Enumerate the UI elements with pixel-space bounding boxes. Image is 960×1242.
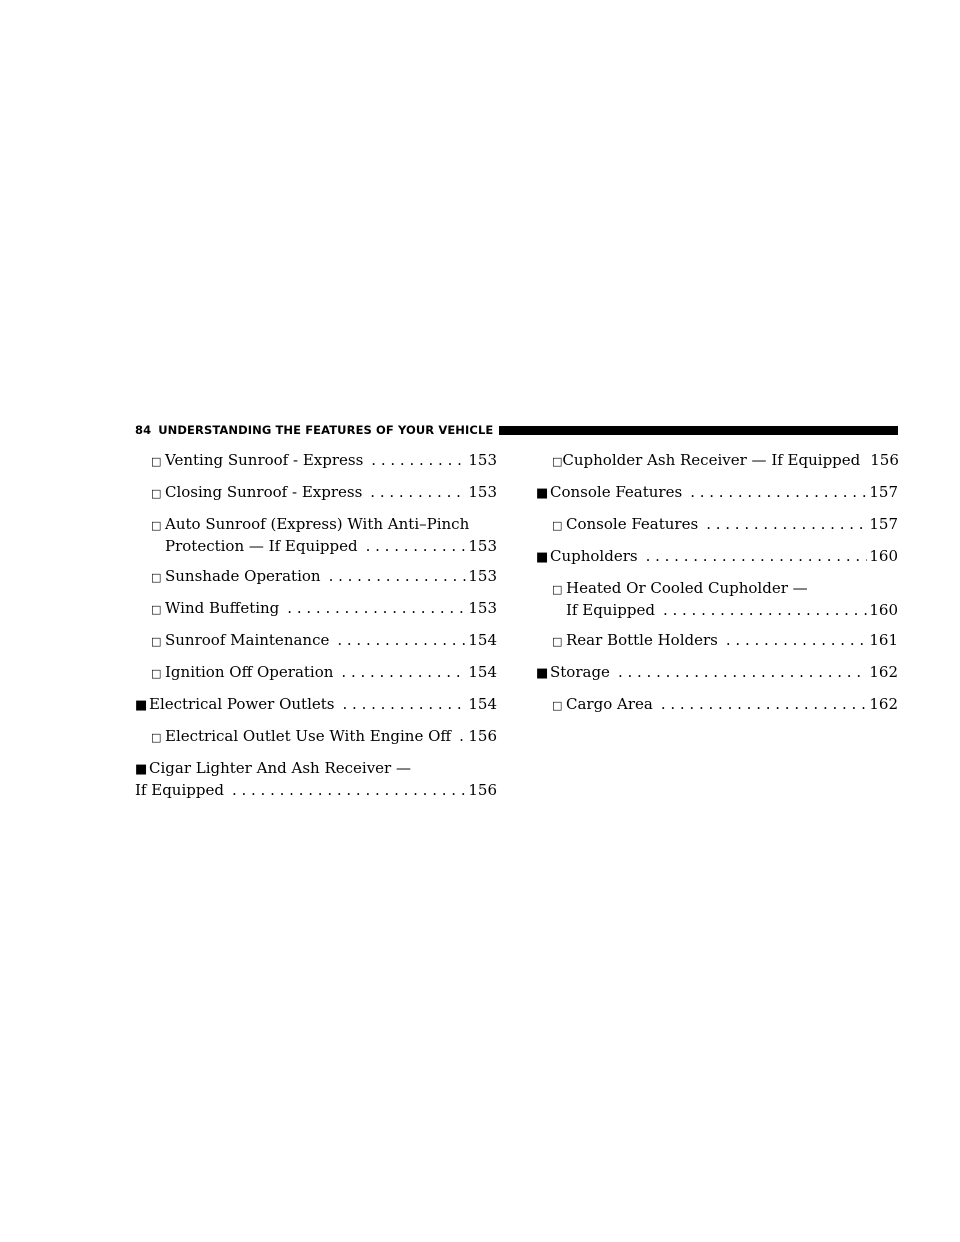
sub-bullet-icon: □ bbox=[151, 571, 162, 584]
toc-page-number: 156 bbox=[468, 727, 497, 745]
toc-item-label-cont: If Equipped bbox=[135, 781, 224, 799]
toc-page-number: 153 bbox=[468, 599, 497, 617]
sub-bullet-icon: □ bbox=[151, 731, 162, 744]
toc-page-number: 153 bbox=[468, 567, 497, 585]
toc-item-label: Cigar Lighter And Ash Receiver — bbox=[149, 759, 411, 777]
sub-bullet-icon: □ bbox=[151, 455, 162, 468]
sub-bullet-icon: □ bbox=[151, 519, 162, 532]
toc-item-heated-cooled-cupholder[interactable] bbox=[536, 578, 898, 620]
toc-item-ignition-off-operation[interactable] bbox=[135, 662, 497, 684]
toc-page-number: 156 bbox=[468, 781, 497, 799]
toc-item-label: Ignition Off Operation bbox=[165, 663, 334, 681]
toc-item-label-cont: Protection — If Equipped bbox=[165, 537, 358, 555]
toc-item-cigar-lighter[interactable] bbox=[135, 758, 497, 800]
sub-bullet-icon: □ bbox=[151, 635, 162, 648]
dot-leader bbox=[321, 566, 467, 586]
sub-bullet-icon: □ bbox=[552, 583, 563, 596]
toc-item-auto-sunroof[interactable] bbox=[135, 514, 497, 556]
toc-page-number: 160 bbox=[869, 601, 898, 619]
sub-bullet-icon: □ bbox=[151, 603, 162, 616]
toc-item-label: Console Features bbox=[566, 515, 699, 533]
toc-item-label: Electrical Outlet Use With Engine Off bbox=[165, 727, 452, 745]
main-bullet-icon: ■ bbox=[135, 698, 148, 713]
dot-leader bbox=[333, 662, 466, 682]
toc-item-label: Heated Or Cooled Cupholder — bbox=[566, 579, 808, 597]
toc-item-closing-sunroof[interactable] bbox=[135, 482, 497, 504]
dot-leader bbox=[335, 694, 467, 714]
toc-page-number: 153 bbox=[468, 451, 497, 469]
toc-item-cupholder-ash-receiver[interactable] bbox=[536, 450, 898, 472]
dot-leader bbox=[610, 662, 867, 682]
toc-item-label: Closing Sunroof - Express bbox=[165, 483, 363, 501]
main-bullet-icon: ■ bbox=[536, 550, 549, 565]
dot-leader bbox=[279, 598, 466, 618]
toc-item-label: Sunroof Maintenance bbox=[165, 631, 330, 649]
toc-page-number: 157 bbox=[869, 483, 898, 501]
toc-item-label: Cupholders bbox=[550, 547, 638, 565]
toc-item-cargo-area[interactable] bbox=[536, 694, 898, 716]
dot-leader bbox=[718, 630, 867, 650]
sub-bullet-icon: □ bbox=[552, 455, 563, 468]
dot-leader bbox=[682, 482, 867, 502]
dot-leader bbox=[638, 546, 868, 566]
dot-leader bbox=[329, 630, 466, 650]
toc-item-wind-buffeting[interactable] bbox=[135, 598, 497, 620]
page-header bbox=[135, 420, 898, 440]
dot-leader bbox=[358, 536, 467, 556]
dot-leader bbox=[698, 514, 867, 534]
toc-page-number: 154 bbox=[468, 631, 497, 649]
dot-leader bbox=[653, 694, 868, 714]
toc-page-number: 156 bbox=[870, 451, 899, 469]
toc-page-number: 160 bbox=[869, 547, 898, 565]
toc-right-column bbox=[536, 450, 898, 726]
toc-item-label: Venting Sunroof - Express bbox=[165, 451, 364, 469]
main-bullet-icon: ■ bbox=[135, 762, 148, 777]
toc-item-label: Console Features bbox=[550, 483, 683, 501]
toc-page-number: 162 bbox=[869, 695, 898, 713]
main-bullet-icon: ■ bbox=[536, 486, 549, 501]
toc-item-rear-bottle-holders[interactable] bbox=[536, 630, 898, 652]
toc-page-number: 153 bbox=[468, 537, 497, 555]
section-title: UNDERSTANDING THE FEATURES OF YOUR VEHICLE bbox=[158, 423, 494, 437]
sub-bullet-icon: □ bbox=[552, 635, 563, 648]
dot-leader bbox=[224, 780, 466, 800]
toc-item-electrical-power-outlets[interactable] bbox=[135, 694, 497, 716]
toc-item-electrical-outlet-engine-off[interactable] bbox=[135, 726, 497, 748]
toc-item-label-cont: If Equipped bbox=[566, 601, 655, 619]
sub-bullet-icon: □ bbox=[552, 699, 563, 712]
page-number: 84 bbox=[135, 423, 152, 437]
dot-leader bbox=[363, 450, 466, 470]
toc-item-label: Storage bbox=[550, 663, 610, 681]
toc-page-number: 154 bbox=[468, 663, 497, 681]
toc-page-number: 157 bbox=[869, 515, 898, 533]
toc-item-label: Electrical Power Outlets bbox=[149, 695, 335, 713]
toc-page-number: 161 bbox=[869, 631, 898, 649]
toc-item-sunroof-maintenance[interactable] bbox=[135, 630, 497, 652]
header-rule bbox=[499, 426, 898, 435]
toc-page-number: 154 bbox=[468, 695, 497, 713]
dot-leader bbox=[362, 482, 466, 502]
toc-left-column bbox=[135, 450, 497, 810]
toc-item-storage[interactable] bbox=[536, 662, 898, 684]
dot-leader bbox=[451, 726, 466, 746]
toc-item-label: Wind Buffeting bbox=[165, 599, 280, 617]
main-bullet-icon: ■ bbox=[536, 666, 549, 681]
toc-item-label: Auto Sunroof (Express) With Anti–Pinch bbox=[165, 515, 470, 533]
sub-bullet-icon: □ bbox=[151, 667, 162, 680]
sub-bullet-icon: □ bbox=[151, 487, 162, 500]
dot-leader bbox=[655, 600, 867, 620]
toc-item-cupholders[interactable] bbox=[536, 546, 898, 568]
toc-item-console-features-section[interactable] bbox=[536, 482, 898, 504]
toc-page-number: 153 bbox=[468, 483, 497, 501]
toc-item-label: Sunshade Operation bbox=[165, 567, 321, 585]
toc-item-console-features[interactable] bbox=[536, 514, 898, 536]
toc-page-number: 162 bbox=[869, 663, 898, 681]
toc-item-venting-sunroof[interactable] bbox=[135, 450, 497, 472]
toc-item-sunshade-operation[interactable] bbox=[135, 566, 497, 588]
sub-bullet-icon: □ bbox=[552, 519, 563, 532]
toc-item-label: Rear Bottle Holders bbox=[566, 631, 718, 649]
toc-item-label: Cargo Area bbox=[566, 695, 653, 713]
toc-item-label: Cupholder Ash Receiver — If Equipped bbox=[562, 451, 861, 469]
dot-leader bbox=[860, 450, 868, 470]
